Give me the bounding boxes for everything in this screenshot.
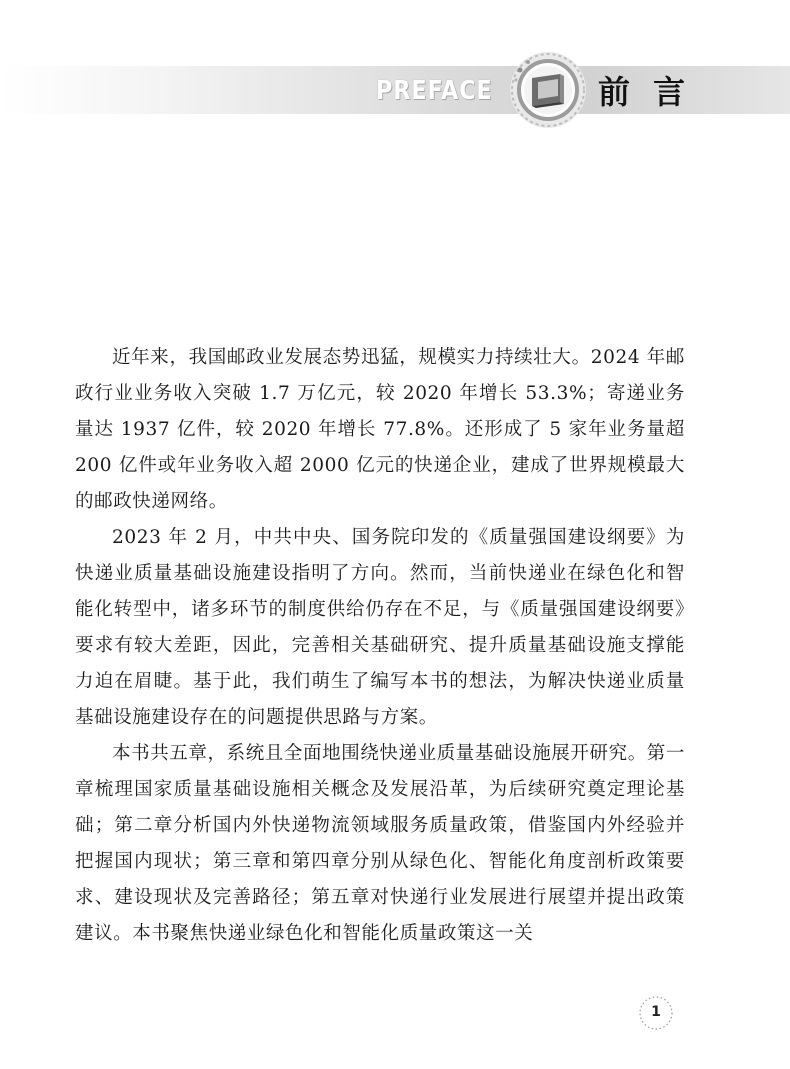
- page-number-badge: [638, 995, 674, 1031]
- preface-english-title: PREFACE: [376, 76, 493, 106]
- preface-chinese-title: 前 言: [598, 73, 692, 111]
- paragraph-1: 近年来，我国邮政业发展态势迅猛，规模实力持续壮大。2024 年邮政行业业务收入突破 1.7 万亿元，较 2020 年增长 53.3%；寄递业务量达 1937 亿件，较 2020 年增长 77.8%。还形成了 5 家年业务量超 200 亿件或年业务收入超 2000 亿元的快递企业，建成了世界规模最大的邮政快递网络。: [75, 347, 685, 512]
- paragraph-2: 2023 年 2 月，中共中央、国务院印发的《质量强国建设纲要》为快递业质量基础设施建设指明了方向。然而，当前快递业在绿色化和智能化转型中，诸多环节的制度供给仍存在不足，与《质量强国建设纲要》要求有较大差距，因此，完善相关基础研究、提升质量基础设施支撑能力迫在眉睫。基于此，我们萌生了编写本书的想法，为解决快递业质量基础设施建设存在的问题提供思路与方案。: [75, 527, 685, 728]
- book-emblem-icon: [508, 50, 588, 130]
- preface-body: [75, 340, 685, 952]
- paragraph-3: 本书共五章，系统且全面地围绕快递业质量基础设施展开研究。第一章梳理国家质量基础设施相关概念及发展沿革，为后续研究奠定理论基础；第二章分析国内外快递物流领域服务质量政策，借鉴国内外经验并把握国内现状；第三章和第四章分别从绿色化、智能化角度剖析政策要求、建设现状及完善路径；第五章对快递行业发展进行展望并提出政策建议。本书聚焦快递业绿色化和智能化质量政策这一关: [75, 743, 686, 944]
- page-number: 1: [651, 1004, 661, 1020]
